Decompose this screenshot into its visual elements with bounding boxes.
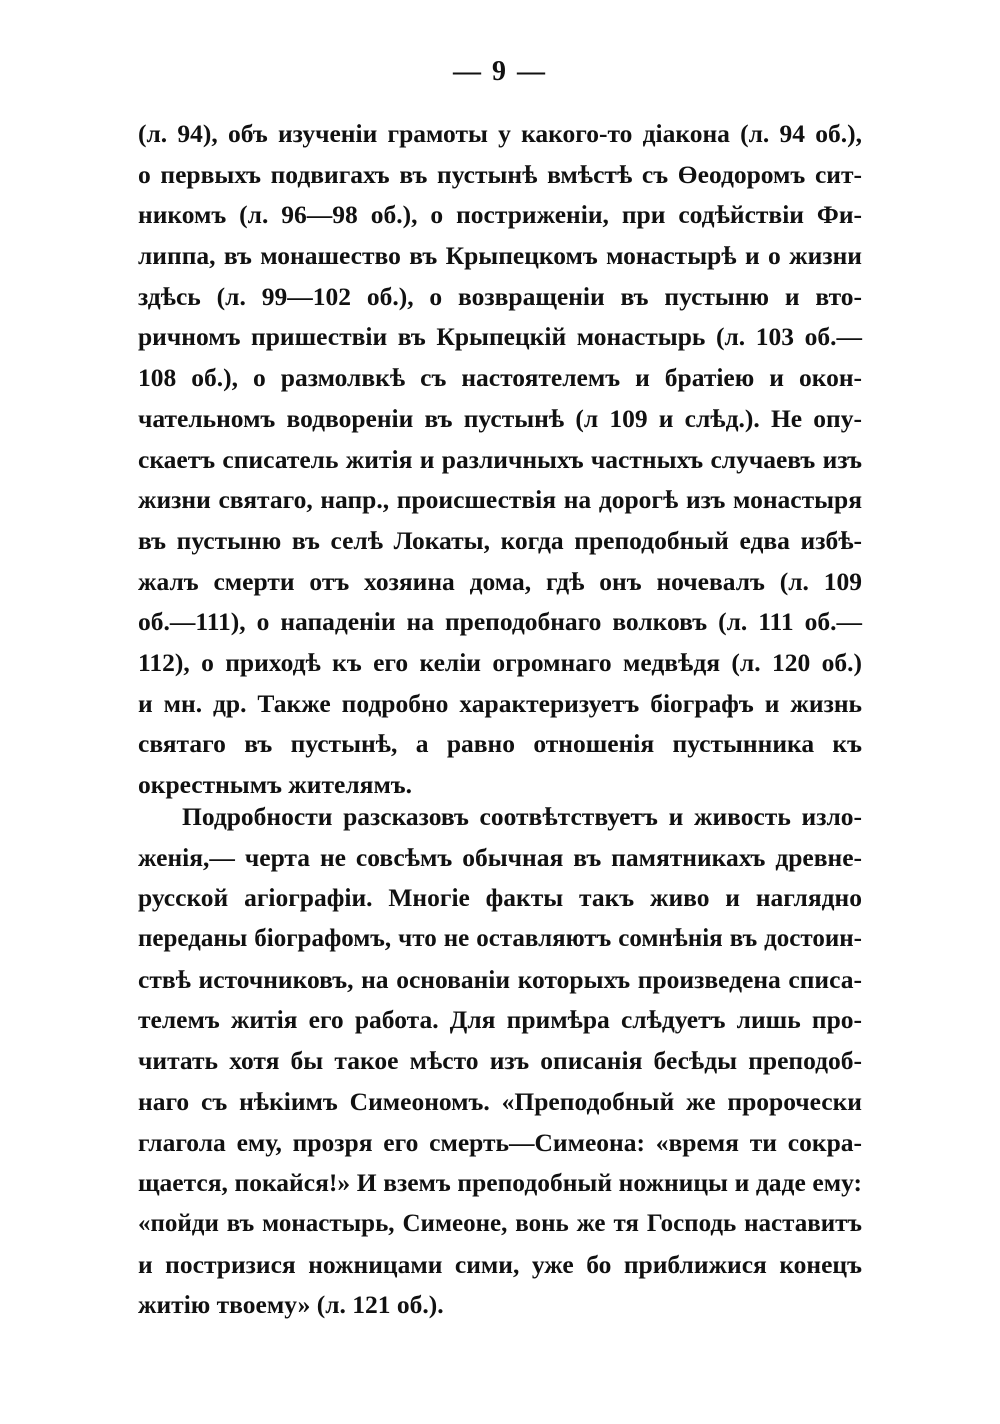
text-line: и мн. др. Также подробно характеризуетъ біографъ и жизнь — [138, 688, 862, 718]
text-line: о первыхъ подвигахъ въ пустынѣ вмѣстѣ съ Өеодоромъ сит- — [138, 159, 862, 189]
text-line: ствѣ источниковъ, на основаніи которыхъ произведена списа- — [138, 964, 862, 994]
text-line: жизни святаго, напр., происшествія на дорогѣ изъ монастыря — [138, 485, 862, 515]
text-line: «пойди въ монастырь, Симеоне, вонь же тя Господь наставитъ — [138, 1209, 862, 1237]
text-line: 112), о приходѣ къ его келіи огромнаго медвѣдя (л. 120 об.) — [138, 647, 862, 677]
text-line: (л. 94), объ изученіи грамоты у какого-то діакона (л. 94 об.), — [138, 119, 862, 148]
text-line: и постризися ножницами сими, уже бо приближися конецъ — [138, 1249, 862, 1279]
text-line: женія,— черта не совсѣмъ обычная въ памятникахъ древне- — [138, 842, 862, 872]
text-line: об.—111), о нападеніи на преподобнаго волковъ (л. 111 об.— — [138, 607, 862, 637]
page-number: — 9 — — [453, 56, 547, 87]
paragraph-2 — [138, 797, 862, 1326]
text-line: житію твоему» (л. 121 об.). — [138, 1290, 444, 1320]
text-line: читать хотя бы такое мѣсто изъ описанія бесѣды преподоб- — [138, 1046, 862, 1076]
text-line: Подробности разсказовъ соотвѣтствуетъ и живость изло- — [182, 802, 862, 831]
text-line: русской агіографіи. Многіе факты такъ живо и наглядно — [138, 883, 862, 913]
text-line: глагола ему, прозря его смерть—Симеона: «время ти сокра- — [138, 1127, 862, 1157]
text-line: 108 об.), о размолвкѣ съ настоятелемъ и братіею и окон- — [138, 363, 862, 393]
text-line: чательномъ водвореніи въ пустынѣ (л 109 и слѣд.). Не опу- — [138, 403, 862, 433]
text-line: ричномъ пришествіи въ Крыпецкій монастырь (л. 103 об.— — [138, 322, 862, 352]
text-line: переданы біографомъ, что не оставляютъ сомнѣнія въ достоин- — [138, 925, 862, 953]
text-line: окрестнымъ жителямъ. — [138, 770, 413, 799]
text-line: жалъ смерти отъ хозяина дома, гдѣ онъ ночевалъ (л. 109 — [138, 566, 862, 596]
text-line: щается, покайся!» И вземъ преподобный ножницы и даде ему: — [138, 1168, 862, 1198]
text-line: въ пустыню въ селѣ Локаты, когда преподобный едва избѣ- — [138, 525, 862, 555]
paragraph-1 — [138, 114, 862, 806]
text-line: святаго въ пустынѣ, а равно отношенія пустынника къ — [138, 729, 862, 759]
text-line: никомъ (л. 96—98 об.), о постриженіи, при содѣйствіи Фи- — [138, 200, 862, 230]
text-line: здѣсь (л. 99—102 об.), о возвращеніи въ пустыню и вто- — [138, 281, 862, 311]
text-line: липпа, въ монашество въ Крыпецкомъ монастырѣ и о жизни — [138, 241, 862, 271]
text-line: скаетъ списатель житія и различныхъ частныхъ случаевъ изъ — [138, 444, 862, 474]
text-line: телемъ житія его работа. Для примѣра слѣдуетъ лишь про- — [138, 1005, 862, 1035]
text-line: наго съ нѣкіимъ Симеономъ. «Преподобный же пророчески — [138, 1086, 862, 1116]
